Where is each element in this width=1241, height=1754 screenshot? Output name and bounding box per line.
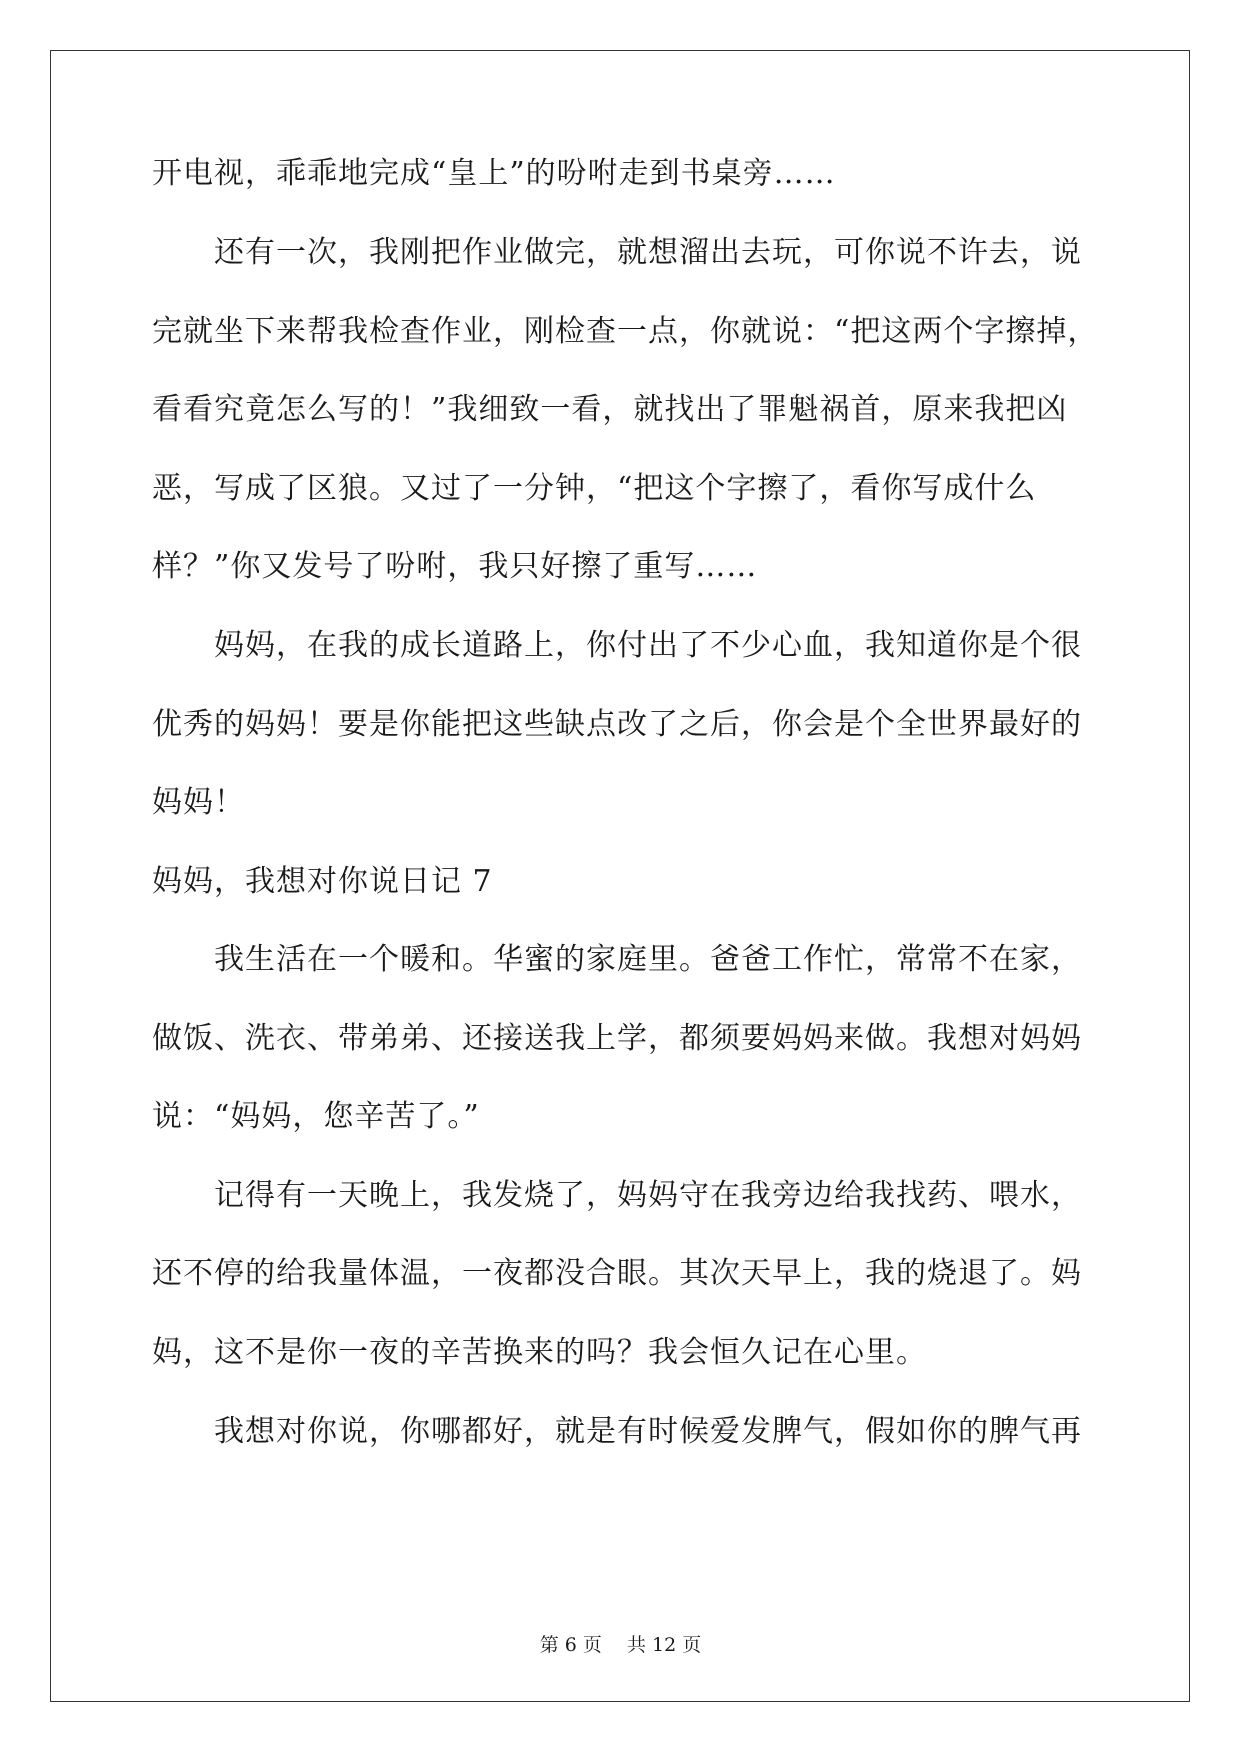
text-line-11: 我生活在一个暖和。华蜜的家庭里。爸爸工作忙，常常不在家， [214, 942, 1082, 977]
text-line-15: 还不停的给我量体温，一夜都没合眼。其次天早上，我的烧退了。妈 [152, 1256, 1082, 1291]
section-heading: 妈妈，我想对你说日记 7 [152, 864, 493, 899]
text-line-4: 看看究竟怎么写的！”我细致一看，就找出了罪魁祸首，原来我把凶 [152, 392, 1068, 427]
page-number-footer: 第 6 页 共 12 页 [539, 1634, 702, 1656]
text-line-14: 记得有一天晚上，我发烧了，妈妈守在我旁边给我找药、喂水， [214, 1178, 1082, 1213]
text-line-3: 完就坐下来帮我检查作业，刚检查一点，你就说：“把这两个字擦掉， [152, 314, 1099, 349]
text-line-5: 恶，写成了区狼。又过了一分钟，“把这个字擦了，看你写成什么 [152, 471, 1037, 506]
text-line-9: 妈妈！ [152, 785, 245, 820]
text-line-12: 做饭、洗衣、带弟弟、还接送我上学，都须要妈妈来做。我想对妈妈 [152, 1021, 1082, 1056]
text-line-6: 样？”你又发号了吩咐，我只好擦了重写…… [152, 549, 758, 584]
text-line-2: 还有一次，我刚把作业做完，就想溜出去玩，可你说不许去，说 [214, 235, 1082, 270]
text-line-7: 妈妈，在我的成长道路上，你付出了不少心血，我知道你是个很 [214, 628, 1082, 663]
text-line-13: 说：“妈妈，您辛苦了。” [152, 1099, 480, 1134]
text-line-17: 我想对你说，你哪都好，就是有时候爱发脾气，假如你的脾气再 [214, 1414, 1082, 1449]
text-line-16: 妈，这不是你一夜的辛苦换来的吗？我会恒久记在心里。 [152, 1335, 927, 1370]
text-line-1: 开电视，乖乖地完成“皇上”的吩咐走到书桌旁…… [152, 156, 836, 191]
text-line-8: 优秀的妈妈！要是你能把这些缺点改了之后，你会是个全世界最好的 [152, 707, 1082, 742]
